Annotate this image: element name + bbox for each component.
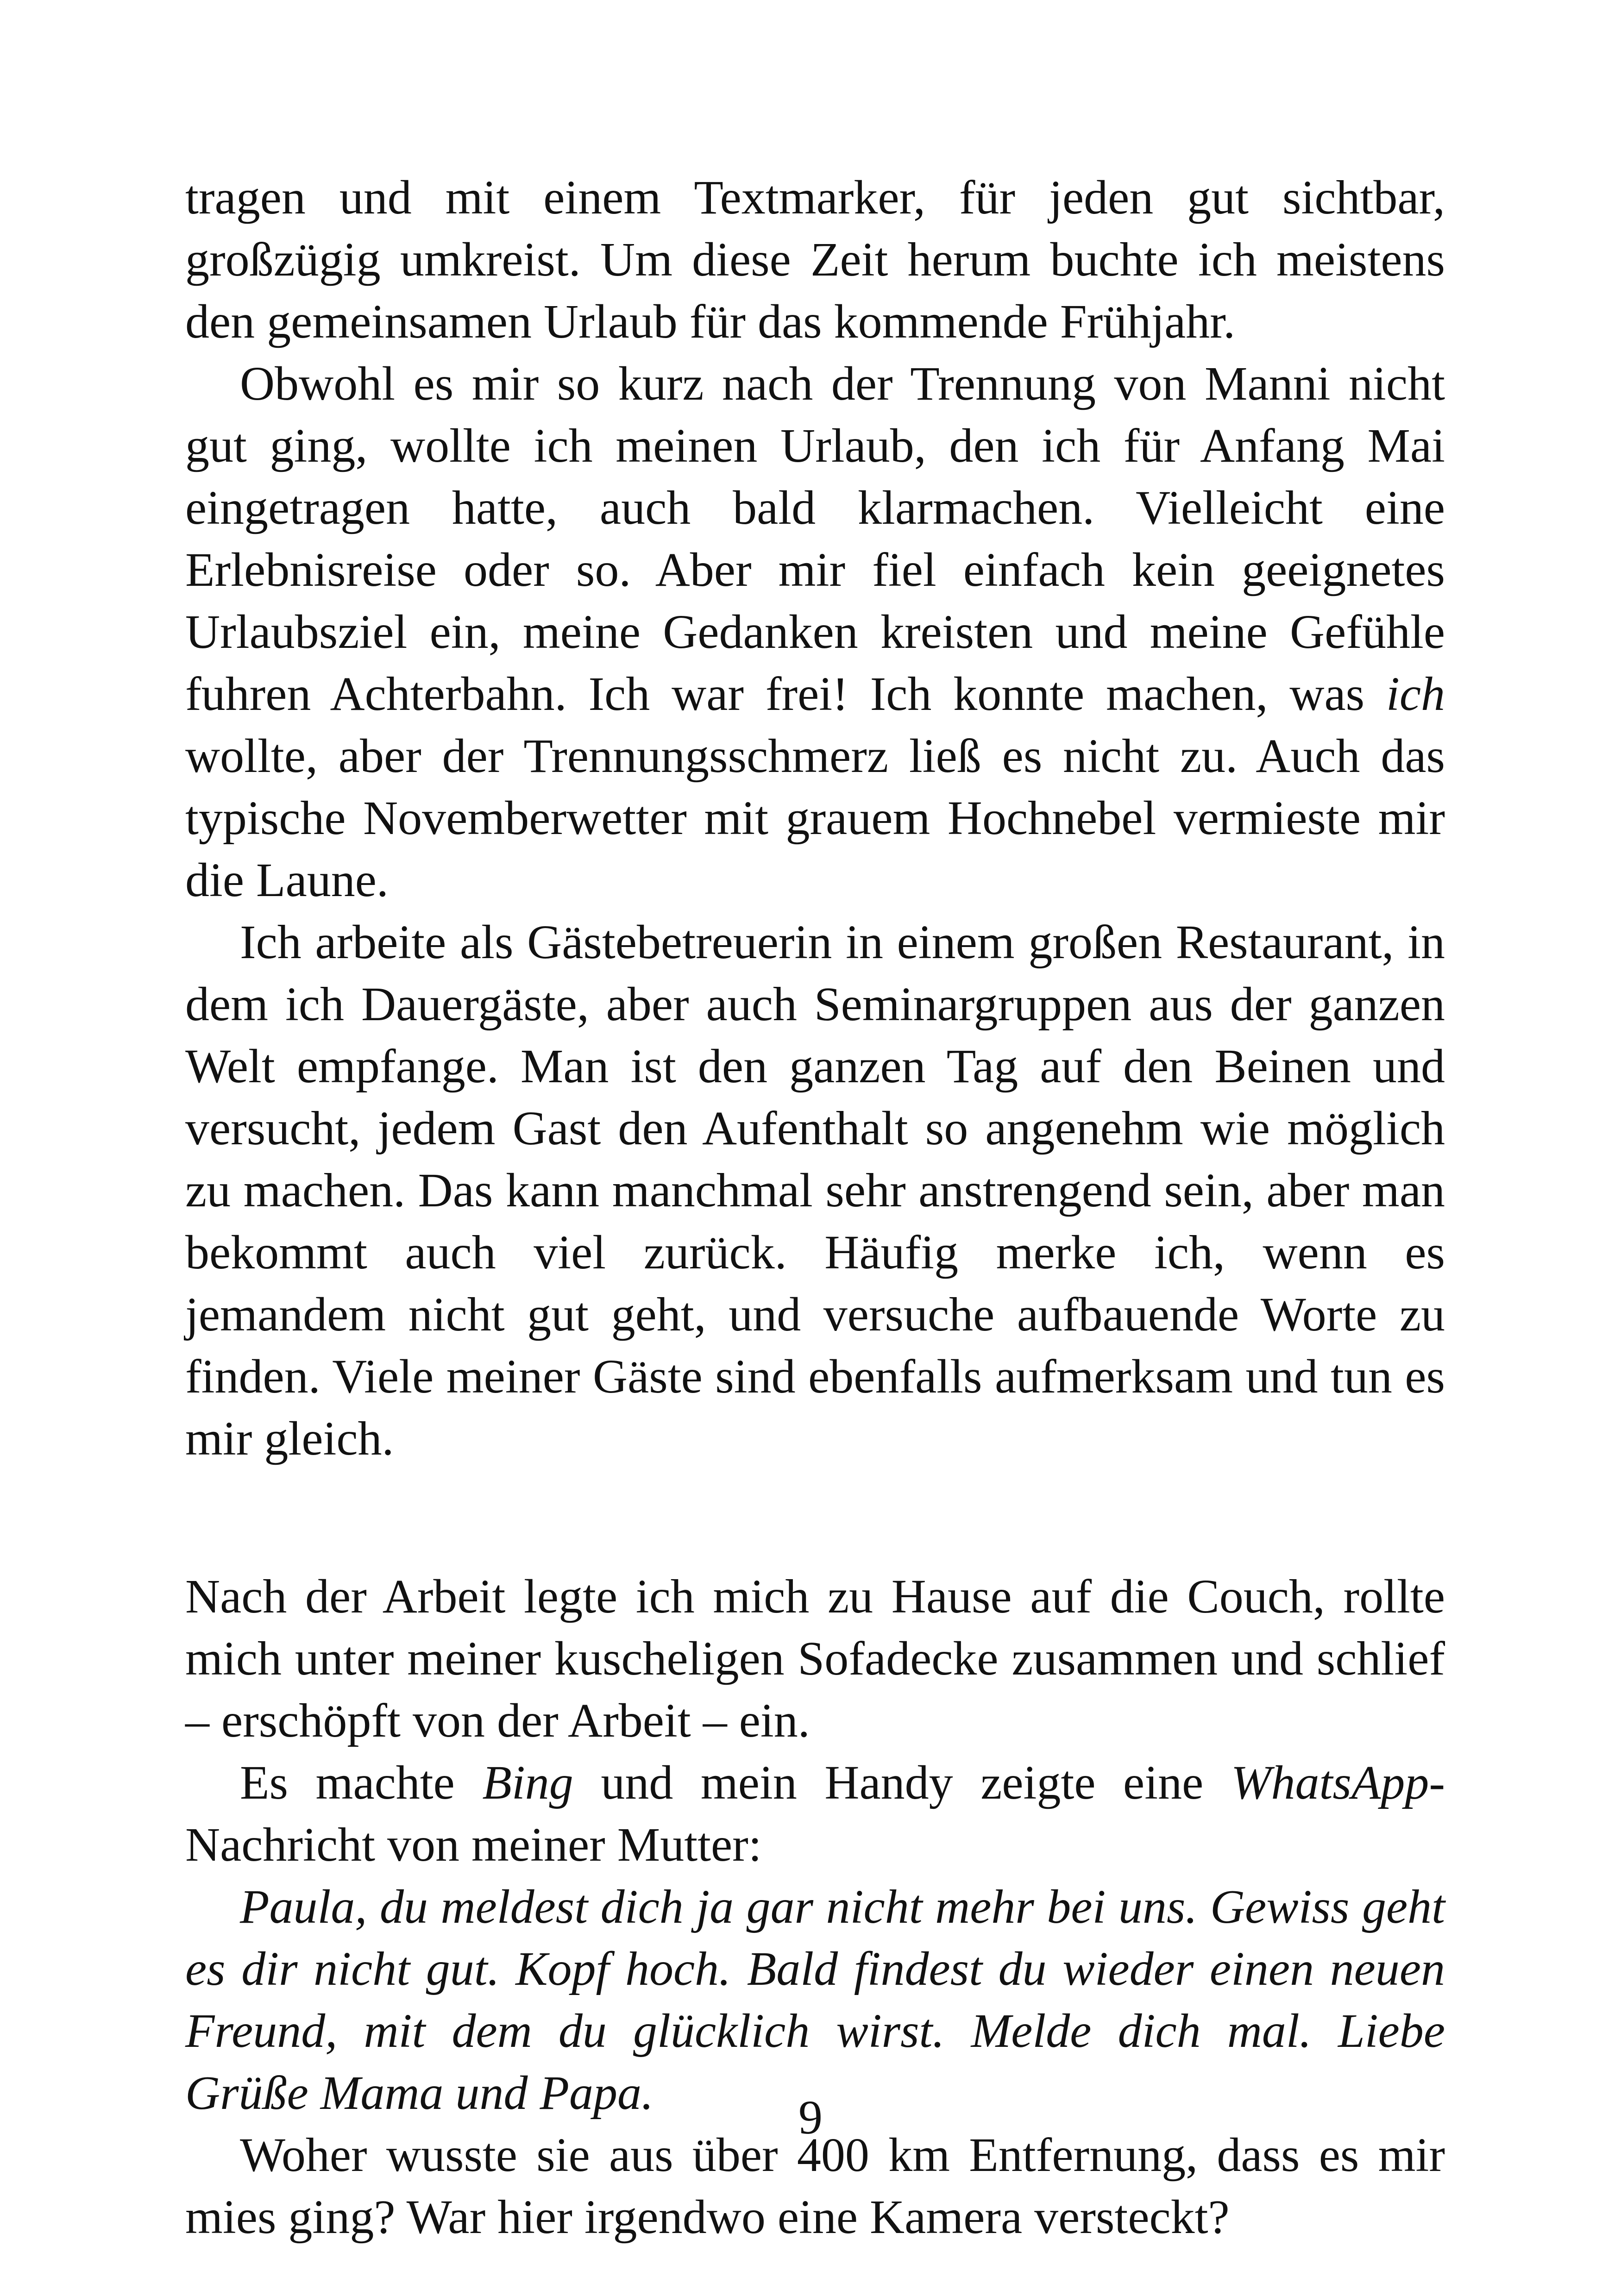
- paragraph-1: tragen und mit einem Textmarker, für jeden gut sichtbar, großzügig umkreist. Um diese Zeit herum buchte ich meistens den gemeinsamen Urlaub für das kommende Frühjahr.: [185, 171, 1445, 348]
- paragraph-5-text-a: Es machte: [240, 1756, 483, 1809]
- paragraph-4: Nach der Arbeit legte ich mich zu Hause auf die Couch, rollte mich unter meiner kuscheligen Sofadecke zusammen und schlief – erschöpft von der Arbeit – ein.: [185, 1570, 1445, 1747]
- paragraph-5-emphasis-whatsapp: WhatsApp: [1231, 1756, 1429, 1809]
- message-quote: Paula, du meldest dich ja gar nicht mehr bei uns. Gewiss geht es dir nicht gut. Kopf hoch. Bald findest du wieder einen neuen Freund, mit dem du glücklich wirst. Melde dich mal. Liebe Grüße Mama und Papa.: [185, 1880, 1445, 2120]
- paragraph-7: Woher wusste sie aus über 400 km Entfernung, dass es mir mies ging? War hier irgendwo eine Kamera versteckt?: [185, 2128, 1445, 2244]
- paragraph-2-emphasis: ich: [1386, 667, 1445, 721]
- paragraph-2-rest: wollte, aber der Trennungsschmerz ließ es nicht zu. Auch das typische Novemberwetter mit grauem Hochnebel vermieste mir die Laune.: [185, 729, 1445, 907]
- page-number: 9: [798, 2091, 823, 2144]
- paragraph-5-emphasis-bing: Bing: [482, 1756, 573, 1809]
- body-text: [185, 167, 1445, 2248]
- paragraph-3: Ich arbeite als Gästebetreuerin in einem großen Restaurant, in dem ich Dauergäste, aber auch Seminargruppen aus der ganzen Welt empfange. Man ist den ganzen Tag auf den Beinen und versucht, jedem Gast den Aufenthalt so angenehm wie möglich zu machen. Das kann manchmal sehr anstrengend sein, aber man bekommt auch viel zurück. Häufig merke ich, wenn es jemandem nicht gut geht, und versuche aufbauende Worte zu finden. Viele meiner Gäste sind ebenfalls aufmerksam und tun es mir gleich.: [185, 916, 1445, 1465]
- paragraph-5: [185, 1752, 1445, 1876]
- paragraph-5-text-b: und mein Handy zeigte eine: [573, 1756, 1231, 1809]
- paragraph-2-text: Obwohl es mir so kurz nach der Trennung von Manni nicht gut ging, wollte ich meinen Urlaub, den ich für Anfang Mai eingetragen hatte, auch bald klarmachen. Vielleicht eine Erlebnisreise oder so. Aber mir fiel einfach kein geeignetes Urlaubsziel ein, meine Gedanken kreisten und meine Gefühle fuhren Achterbahn. Ich war frei! Ich konnte machen, was: [185, 357, 1445, 721]
- paragraph-5-text-c: -Nachricht von meiner Mutter:: [185, 1756, 1445, 1871]
- section-break: [185, 1470, 1445, 1566]
- paragraph-2: [185, 353, 1445, 911]
